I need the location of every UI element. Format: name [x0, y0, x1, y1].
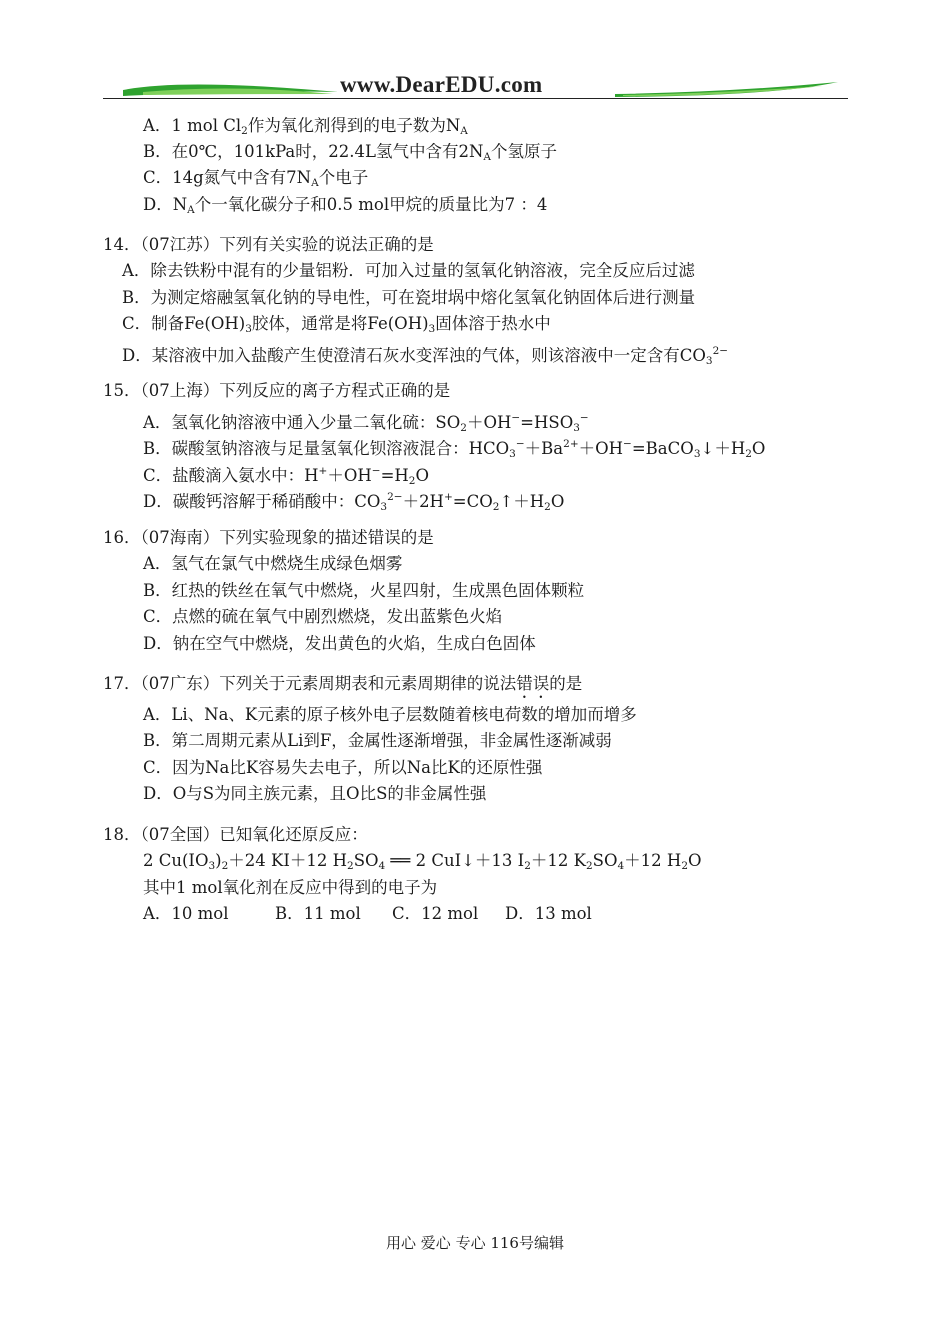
q17-option-b: B．第二周期元素从Li到F，金属性逐渐增强，非金属性逐渐减弱	[143, 731, 612, 750]
q18-equation: 2 $Cu(IO_3)_2+24$ KI＋12 $H_2SO_4$ ══ 2 CuI↓＋13 $I_2+12$ $K_2SO_4+12$ $H_2O$	[143, 851, 702, 872]
q14-option-b: B．为测定熔融氢氧化钠的导电性，可在瓷坩埚中熔化氢氧化钠固体后进行测量	[122, 288, 696, 307]
page-header	[103, 70, 848, 102]
q17-option-c: C．因为Na比K容易失去电子，所以Na比K的还原性强	[143, 758, 543, 777]
q17-option-a: A．Li、Na、K元素的原子核外电子层数随着核电荷数的增加而增多	[143, 705, 637, 724]
q15-option-b: B．碳酸氢钠溶液与足量氢氧化钡溶液混合：$HCO_3^-+Ba^{2+}+OH^-=BaCO_3↓+H_2O$	[143, 438, 766, 460]
q15-option-a: A．氢氧化钠溶液中通入少量二氧化硫：$SO_2+OH^-=HSO_3^-$	[143, 412, 589, 434]
q13-option-c: C．14g氮气中含有$7N_A$个电子	[143, 168, 369, 189]
q14-stem: 14．（07江苏）下列有关实验的说法正确的是	[103, 235, 434, 254]
q13-option-d: D．$N_A$个一氧化碳分子和0.5 mol甲烷的质量比为7 ：4	[143, 195, 548, 216]
q15-option-c: C．盐酸滴入氨水中：$H^++OH^-=H_2O$	[143, 465, 429, 487]
q18-line2: 其中1 mol氧化剂在反应中得到的电子为	[143, 878, 438, 897]
q18-stem: 18．（07全国）已知氧化还原反应：	[103, 825, 368, 844]
page-footer: 用心 爱心 专心 116号编辑	[386, 1234, 564, 1252]
q16-option-a: A．氢气在氯气中燃烧生成绿色烟雾	[143, 554, 403, 573]
q15-option-d: D．碳酸钙溶解于稀硝酸中：$CO_3^{2-}+2H^+=CO_2↑+H_2O$	[143, 491, 565, 513]
q18-option-b: B．11 mol	[275, 904, 361, 923]
q18-option-a: A．10 mol	[143, 904, 229, 923]
q18-option-d: D．13 mol	[505, 904, 592, 923]
site-logo: www.DearEDU.com	[340, 72, 543, 97]
q13-option-a: A．1 mol $Cl_2$作为氧化剂得到的电子数为$N_A$	[143, 116, 468, 137]
q16-option-c: C．点燃的硫在氧气中剧烈燃烧，发出蓝紫色火焰	[143, 607, 503, 626]
q18-option-c: C．12 mol	[392, 904, 479, 923]
q16-option-d: D．钠在空气中燃烧，发出黄色的火焰，生成白色固体	[143, 634, 536, 653]
q14-option-a: A．除去铁粉中混有的少量铝粉．可加入过量的氢氧化钠溶液，完全反应后过滤	[122, 261, 695, 280]
q15-stem: 15．（07上海）下列反应的离子方程式正确的是	[103, 381, 451, 400]
q14-option-c: C．制备$Fe(OH)_3$胶体，通常是将$Fe(OH)_3$固体溶于热水中	[122, 314, 551, 335]
q14-option-d: D．某溶液中加入盐酸产生使澄清石灰水变浑浊的气体，则该溶液中一定含有$CO_3^{2-}$	[122, 345, 729, 367]
q16-option-b: B．红热的铁丝在氧气中燃烧，火星四射，生成黑色固体颗粒	[143, 581, 585, 600]
header-rule	[103, 98, 848, 99]
q17-stem: 17．（07广东）下列关于元素周期表和元素周期律的说法错误的是	[103, 674, 583, 693]
q13-option-b: B．在0℃，101kPa时，22.4L氢气中含有$2N_A$个氢原子	[143, 142, 557, 163]
q17-option-d: D．O与S为同主族元素，且O比S的非金属性强	[143, 784, 487, 803]
q16-stem: 16．（07海南）下列实验现象的描述错误的是	[103, 528, 434, 547]
emphasis-dotted: 错误	[516, 674, 550, 693]
